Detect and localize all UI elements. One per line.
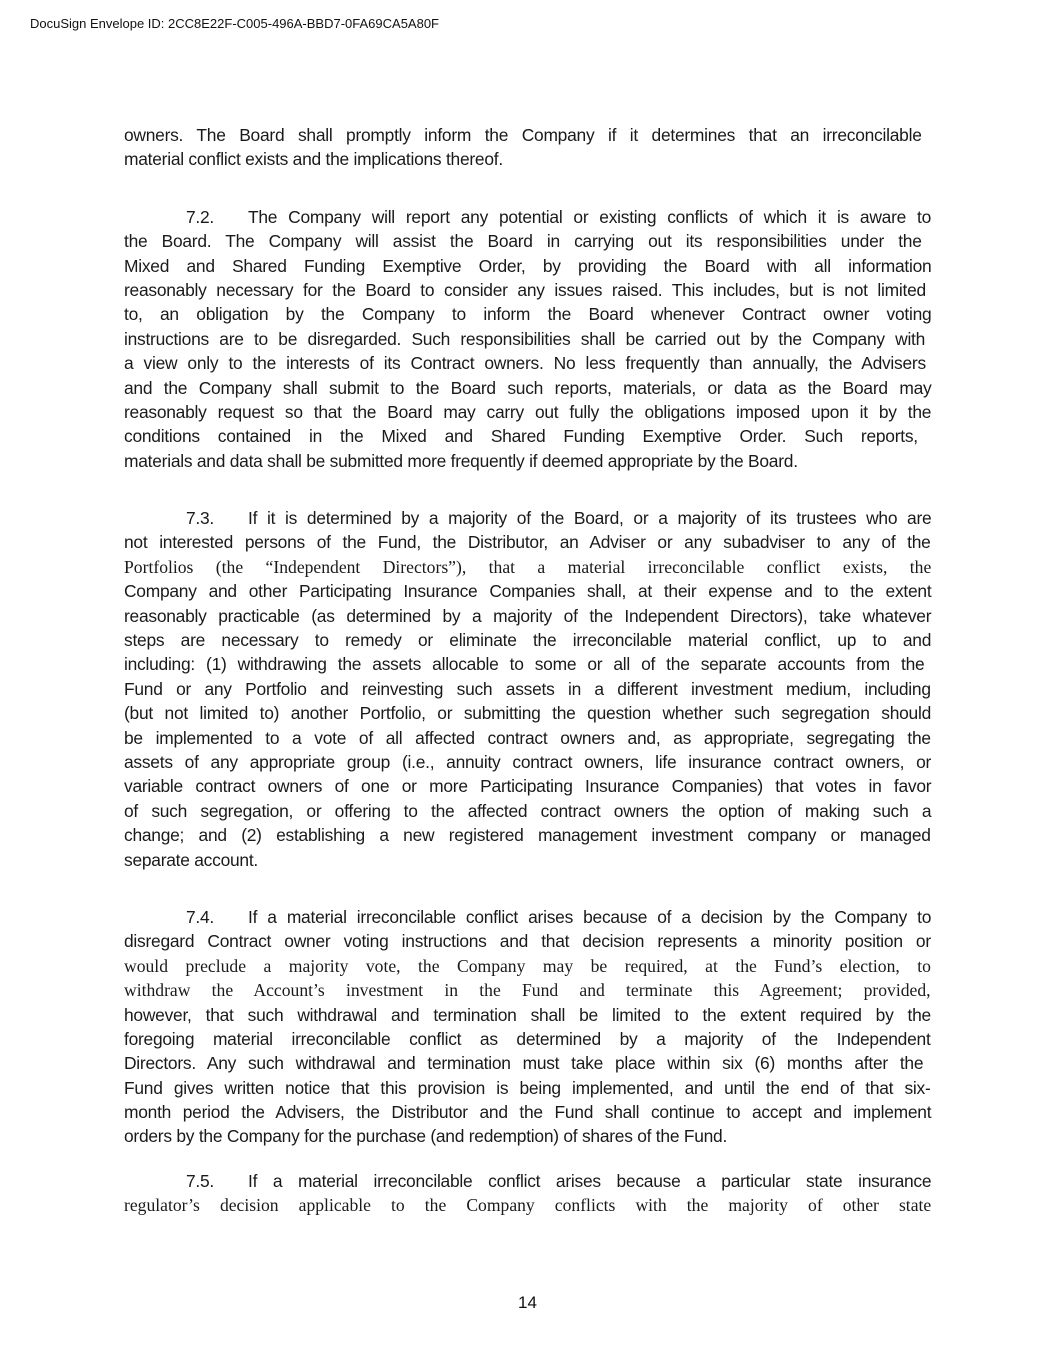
section-7-5 (124, 1169, 931, 1218)
section-number: 7.2. (186, 206, 215, 227)
text-line: change; and (2) establishing a new registered management investment company or managed (124, 825, 931, 846)
text-line: Fund or any Portfolio and reinvesting such assets in a different investment medium, including (124, 678, 931, 699)
text-line: variable contract owners of one or more Participating Insurance Companies) that votes in favor (124, 776, 932, 797)
section-first-line-text: If a material irreconcilable conflict arises because a particular state insurance (248, 1170, 932, 1191)
text-line: reasonably practicable (as determined by a majority of the Independent Directors), take whatever (124, 605, 932, 626)
text-line: reasonably necessary for the Board to consider any issues raised. This includes, but is not limited (124, 279, 926, 300)
text-line: not interested persons of the Fund, the Distributor, an Adviser or any subadviser to any of the (124, 532, 931, 553)
text-line: be implemented to a vote of all affected contract owners and, as appropriate, segregating the (124, 727, 931, 748)
text-line: and the Company shall submit to the Board such reports, materials, or data as the Board may (124, 377, 932, 398)
section-first-line-text: The Company will report any potential or existing conflicts of which it is aware to (248, 206, 931, 227)
section-number: 7.5. (186, 1170, 215, 1191)
text-line: disregard Contract owner voting instructions and that decision represents a minority position or (124, 931, 931, 952)
docusign-envelope-id: DocuSign Envelope ID: 2CC8E22F-C005-496A-BBD7-0FA69CA5A80F (30, 16, 439, 31)
text-line: including: (1) withdrawing the assets allocable to some or all of the separate accounts from the (124, 654, 925, 675)
text-line: the Board. The Company will assist the Board in carrying out its responsibilities under the (124, 231, 922, 252)
section-first-line (124, 506, 931, 530)
section-first-line-text: If a material irreconcilable conflict arises because of a decision by the Company to (248, 906, 932, 927)
text-line: material conflict exists and the implications thereof. (124, 149, 503, 170)
text-line: conditions contained in the Mixed and Shared Funding Exemptive Order. Such reports, (124, 426, 918, 447)
text-line: Portfolios (the “Independent Directors”), that a material irreconcilable conflict exists, the (124, 556, 932, 577)
text-line: Fund gives written notice that this provision is being implemented, and until the end of that six- (124, 1077, 931, 1098)
text-line: however, that such withdrawal and termination shall be limited to the extent required by the (124, 1004, 931, 1025)
text-line: reasonably request so that the Board may carry out fully the obligations imposed upon it by the (124, 401, 932, 422)
text-line: to, an obligation by the Company to inform the Board whenever Contract owner voting (124, 304, 932, 325)
section-first-line (124, 905, 931, 929)
section-first-line-text: If it is determined by a majority of the Board, or a majority of its trustees who are (248, 508, 932, 529)
section-first-line (124, 205, 931, 229)
section-7-3 (124, 506, 931, 872)
text-line: month period the Advisers, the Distributor and the Fund shall continue to accept and implement (124, 1102, 932, 1123)
text-line: of such segregation, or offering to the affected contract owners the option of making such a (124, 800, 932, 821)
text-line: steps are necessary to remedy or eliminate the irreconcilable material conflict, up to and (124, 630, 932, 651)
paragraph-continuation (124, 123, 931, 172)
page-number: 14 (518, 1293, 537, 1312)
text-line: a view only to the interests of its Contract owners. No less frequently than annually, the Advisers (124, 353, 926, 374)
section-7-2 (124, 205, 931, 473)
text-line: regulator’s decision applicable to the Company conflicts with the majority of other state (124, 1195, 932, 1216)
text-line: owners. The Board shall promptly inform the Company if it determines that an irreconcilable (124, 125, 922, 145)
text-line: separate account. (124, 849, 259, 870)
text-line: Mixed and Shared Funding Exemptive Order, by providing the Board with all information (124, 255, 932, 276)
text-line: withdraw the Account’s investment in the Fund and terminate this Agreement; provided, (124, 980, 931, 1001)
text-line: assets of any appropriate group (i.e., annuity contract owners, life insurance contract owners, or (124, 751, 932, 772)
section-number: 7.4. (186, 906, 215, 927)
section-7-4 (124, 905, 931, 1149)
text-line: (but not limited to) another Portfolio, or submitting the question whether such segregation should (124, 703, 931, 724)
text-line: foregoing material irreconcilable conflict as determined by a majority of the Independent (124, 1028, 931, 1049)
section-first-line (124, 1169, 931, 1193)
text-line: materials and data shall be submitted more frequently if deemed appropriate by the Board. (124, 450, 798, 471)
text-line: Company and other Participating Insurance Companies shall, at their expense and to the extent (124, 581, 932, 602)
text-line: instructions are to be disregarded. Such responsibilities shall be carried out by the Company with (124, 328, 926, 349)
text-line: would preclude a majority vote, the Company may be required, at the Fund’s election, to (124, 955, 931, 976)
text-line: Directors. Any such withdrawal and termination must take place within six (6) months after the (124, 1053, 924, 1074)
document-page-body (124, 123, 931, 1218)
text-line: orders by the Company for the purchase (and redemption) of shares of the Fund. (124, 1126, 728, 1147)
section-number: 7.3. (186, 508, 215, 529)
